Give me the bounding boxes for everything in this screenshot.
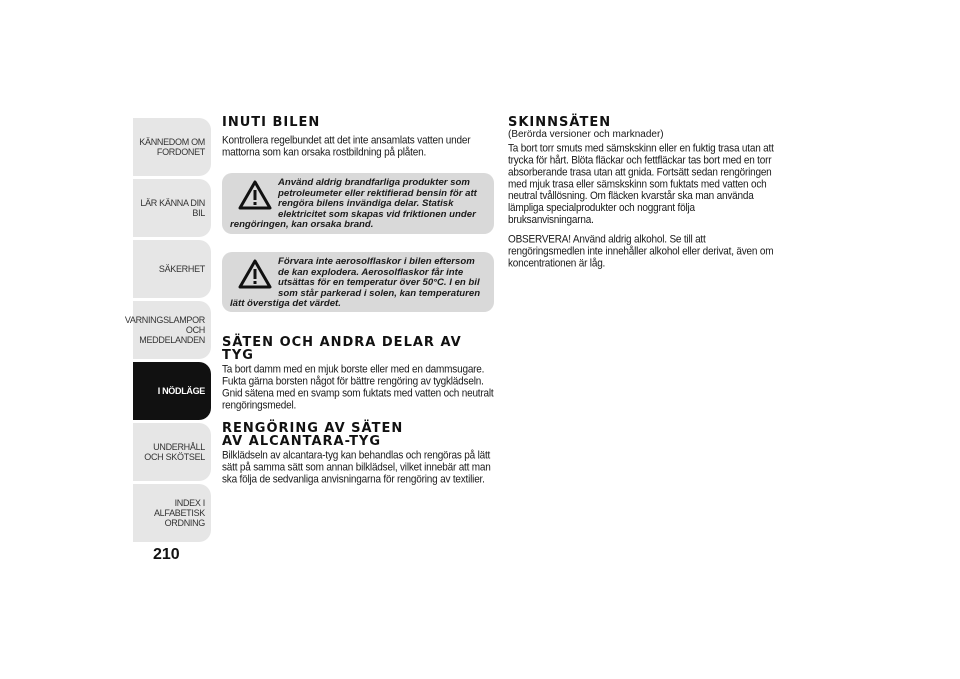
interior-heading: INUTI BILEN: [222, 115, 321, 130]
tab-varningslampor[interactable]: VARNINGSLAMPOR OCH MEDDELANDEN: [133, 301, 211, 359]
left-column: [222, 116, 494, 489]
tab-index[interactable]: INDEX I ALFABETISK ORDNING: [133, 484, 211, 542]
alcantara-text: Bilklädseln av alcantara-tyg kan behandlas och rengöras på lätt sätt på samma sätt som annan bilklädsel, vilket innebär att man ska följa de sedvanliga anvisningarna för rengöring av textilier.: [222, 450, 491, 486]
page-number: 210: [153, 546, 180, 563]
interior-text: Kontrollera regelbundet att det inte ansamlats vatten under mattorna som kan orsaka rostbildning på plåten.: [222, 135, 471, 159]
tab-i-nodlage[interactable]: I NÖDLÄGE: [133, 362, 211, 420]
tab-kannedom-om-fordonet[interactable]: KÄNNEDOM OM FORDONET: [133, 118, 211, 176]
leather-note: OBSERVERA! Använd aldrig alkohol. Se till att rengöringsmedlen inte innehåller alkohol eller derivat, även om koncentrationen är låg.: [508, 234, 774, 270]
warning-box-flammable: [222, 173, 494, 234]
warning-aerosol-text: Förvara inte aerosolflaskor i bilen eftersom de kan explodera. Aerosolflaskor får inte utsättas för en temperatur över 50°C. I en bil som står parkerad i solen, kan temperaturen lätt överstiga det värdet.: [230, 256, 481, 309]
seats-heading: SÄTEN OCH ANDRA DELAR AV TYG: [222, 335, 462, 363]
tab-sakerhet[interactable]: SÄKERHET: [133, 240, 211, 298]
warning-triangle-icon: [238, 180, 272, 210]
seats-text: Ta bort damm med en mjuk borste eller med en dammsugare. Fukta gärna borsten något för bättre rengöring av tygklädseln. Gnid sätena med en svamp som fuktats med vatten och neutralt rengöringsmedel.: [222, 364, 494, 412]
warning-box-aerosol: [222, 252, 494, 312]
warning-flammable-text: Använd aldrig brandfarliga produkter som petroleumeter eller rektifierad bensin för att rengöra bilens invändiga delar. Statisk elektricitet som skapas vid friktionen under rengöringen, kan orsaka brand.: [230, 177, 477, 230]
right-column: [508, 116, 783, 273]
leather-heading: SKINNSÄTEN: [508, 115, 612, 130]
leather-text: Ta bort torr smuts med sämskskinn eller en fuktig trasa utan att trycka för hårt. Blöta fläckar och fettfläckar tas bort med en torr absorberande trasa utan att gnida. Fortsätt sedan rengöringen med mjuk trasa eller sämskskinn som fuktats med vatten och neutral tvållösning. Om fläcken kvarstår ska man använda lämpliga specialprodukter och noggrant följa bruksanvisningarna.: [508, 143, 774, 227]
alcantara-heading: RENGÖRING AV SÄTEN AV ALCANTARA-TYG: [222, 421, 404, 449]
tab-lar-kanna-din-bil[interactable]: LÄR KÄNNA DIN BIL: [133, 179, 211, 237]
leather-subtitle: (Berörda versioner och marknader): [508, 129, 664, 140]
warning-triangle-icon: [238, 259, 272, 289]
chapter-sidebar: [124, 118, 211, 545]
tab-underhall-och-skotsel[interactable]: UNDERHÅLL OCH SKÖTSEL: [133, 423, 211, 481]
